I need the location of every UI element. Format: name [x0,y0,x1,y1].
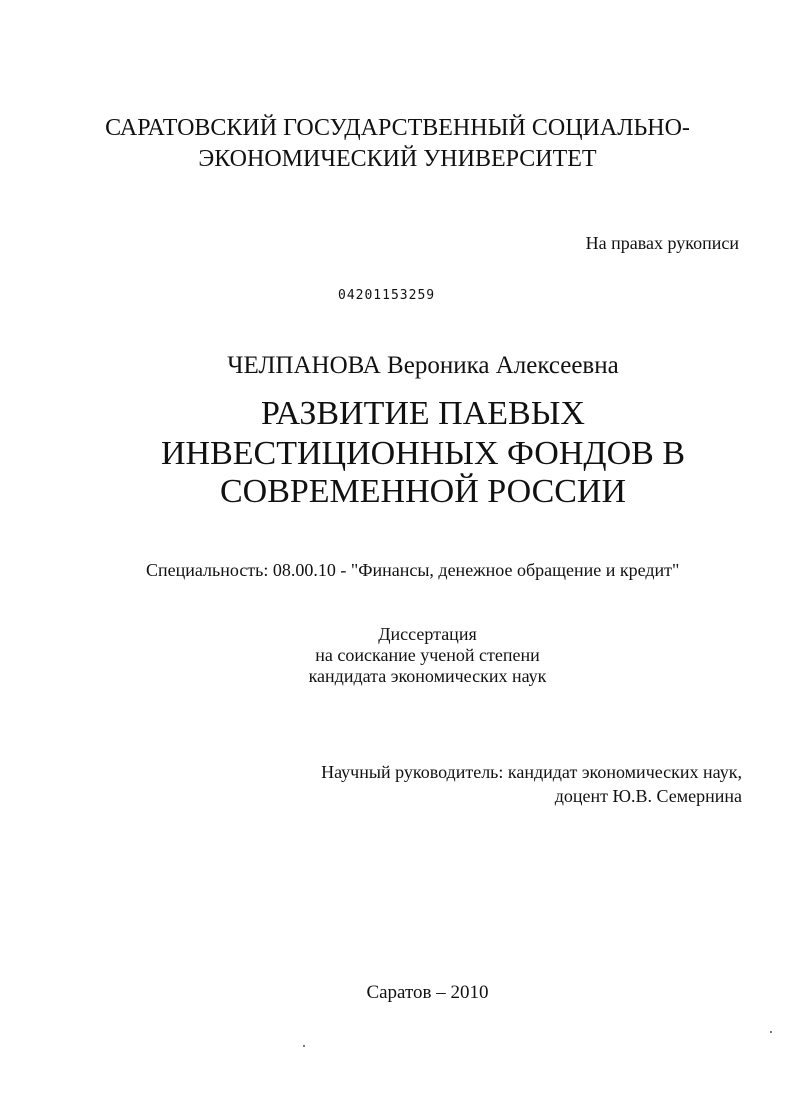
scan-speck [303,1045,305,1047]
specialty-line: Специальность: 08.00.10 - "Финансы, денежное обращение и кредит" [146,560,680,580]
degree-line-2: кандидата экономических наук [308,666,547,686]
thesis-title-line-1: РАЗВИТИЕ ПАЕВЫХ [261,395,585,432]
university-name-line-1: САРАТОВСКИЙ ГОСУДАРСТВЕННЫЙ СОЦИАЛЬНО- [105,115,690,141]
supervisor-line-2: доцент Ю.В. Семернина [554,786,742,806]
thesis-title-line-3: СОВРЕМЕННОЙ РОССИИ [219,473,627,510]
university-name-line-2: ЭКОНОМИЧЕСКИЙ УНИВЕРСИТЕТ [198,146,597,172]
city-and-year: Саратов – 2010 [366,982,489,1003]
dissertation-label: Диссертация [378,624,477,644]
manuscript-rights-note: На правах рукописи [585,233,739,253]
supervisor-line-1: Научный руководитель: кандидат экономических наук, [321,762,742,782]
thesis-title-line-2: ИНВЕСТИЦИОННЫХ ФОНДОВ В [160,435,685,472]
registration-code: 04201153259 [338,288,436,303]
author-name: ЧЕЛПАНОВА Вероника Алексеевна [227,352,619,379]
degree-line-1: на соискание ученой степени [315,645,540,665]
scan-speck [770,1031,772,1033]
